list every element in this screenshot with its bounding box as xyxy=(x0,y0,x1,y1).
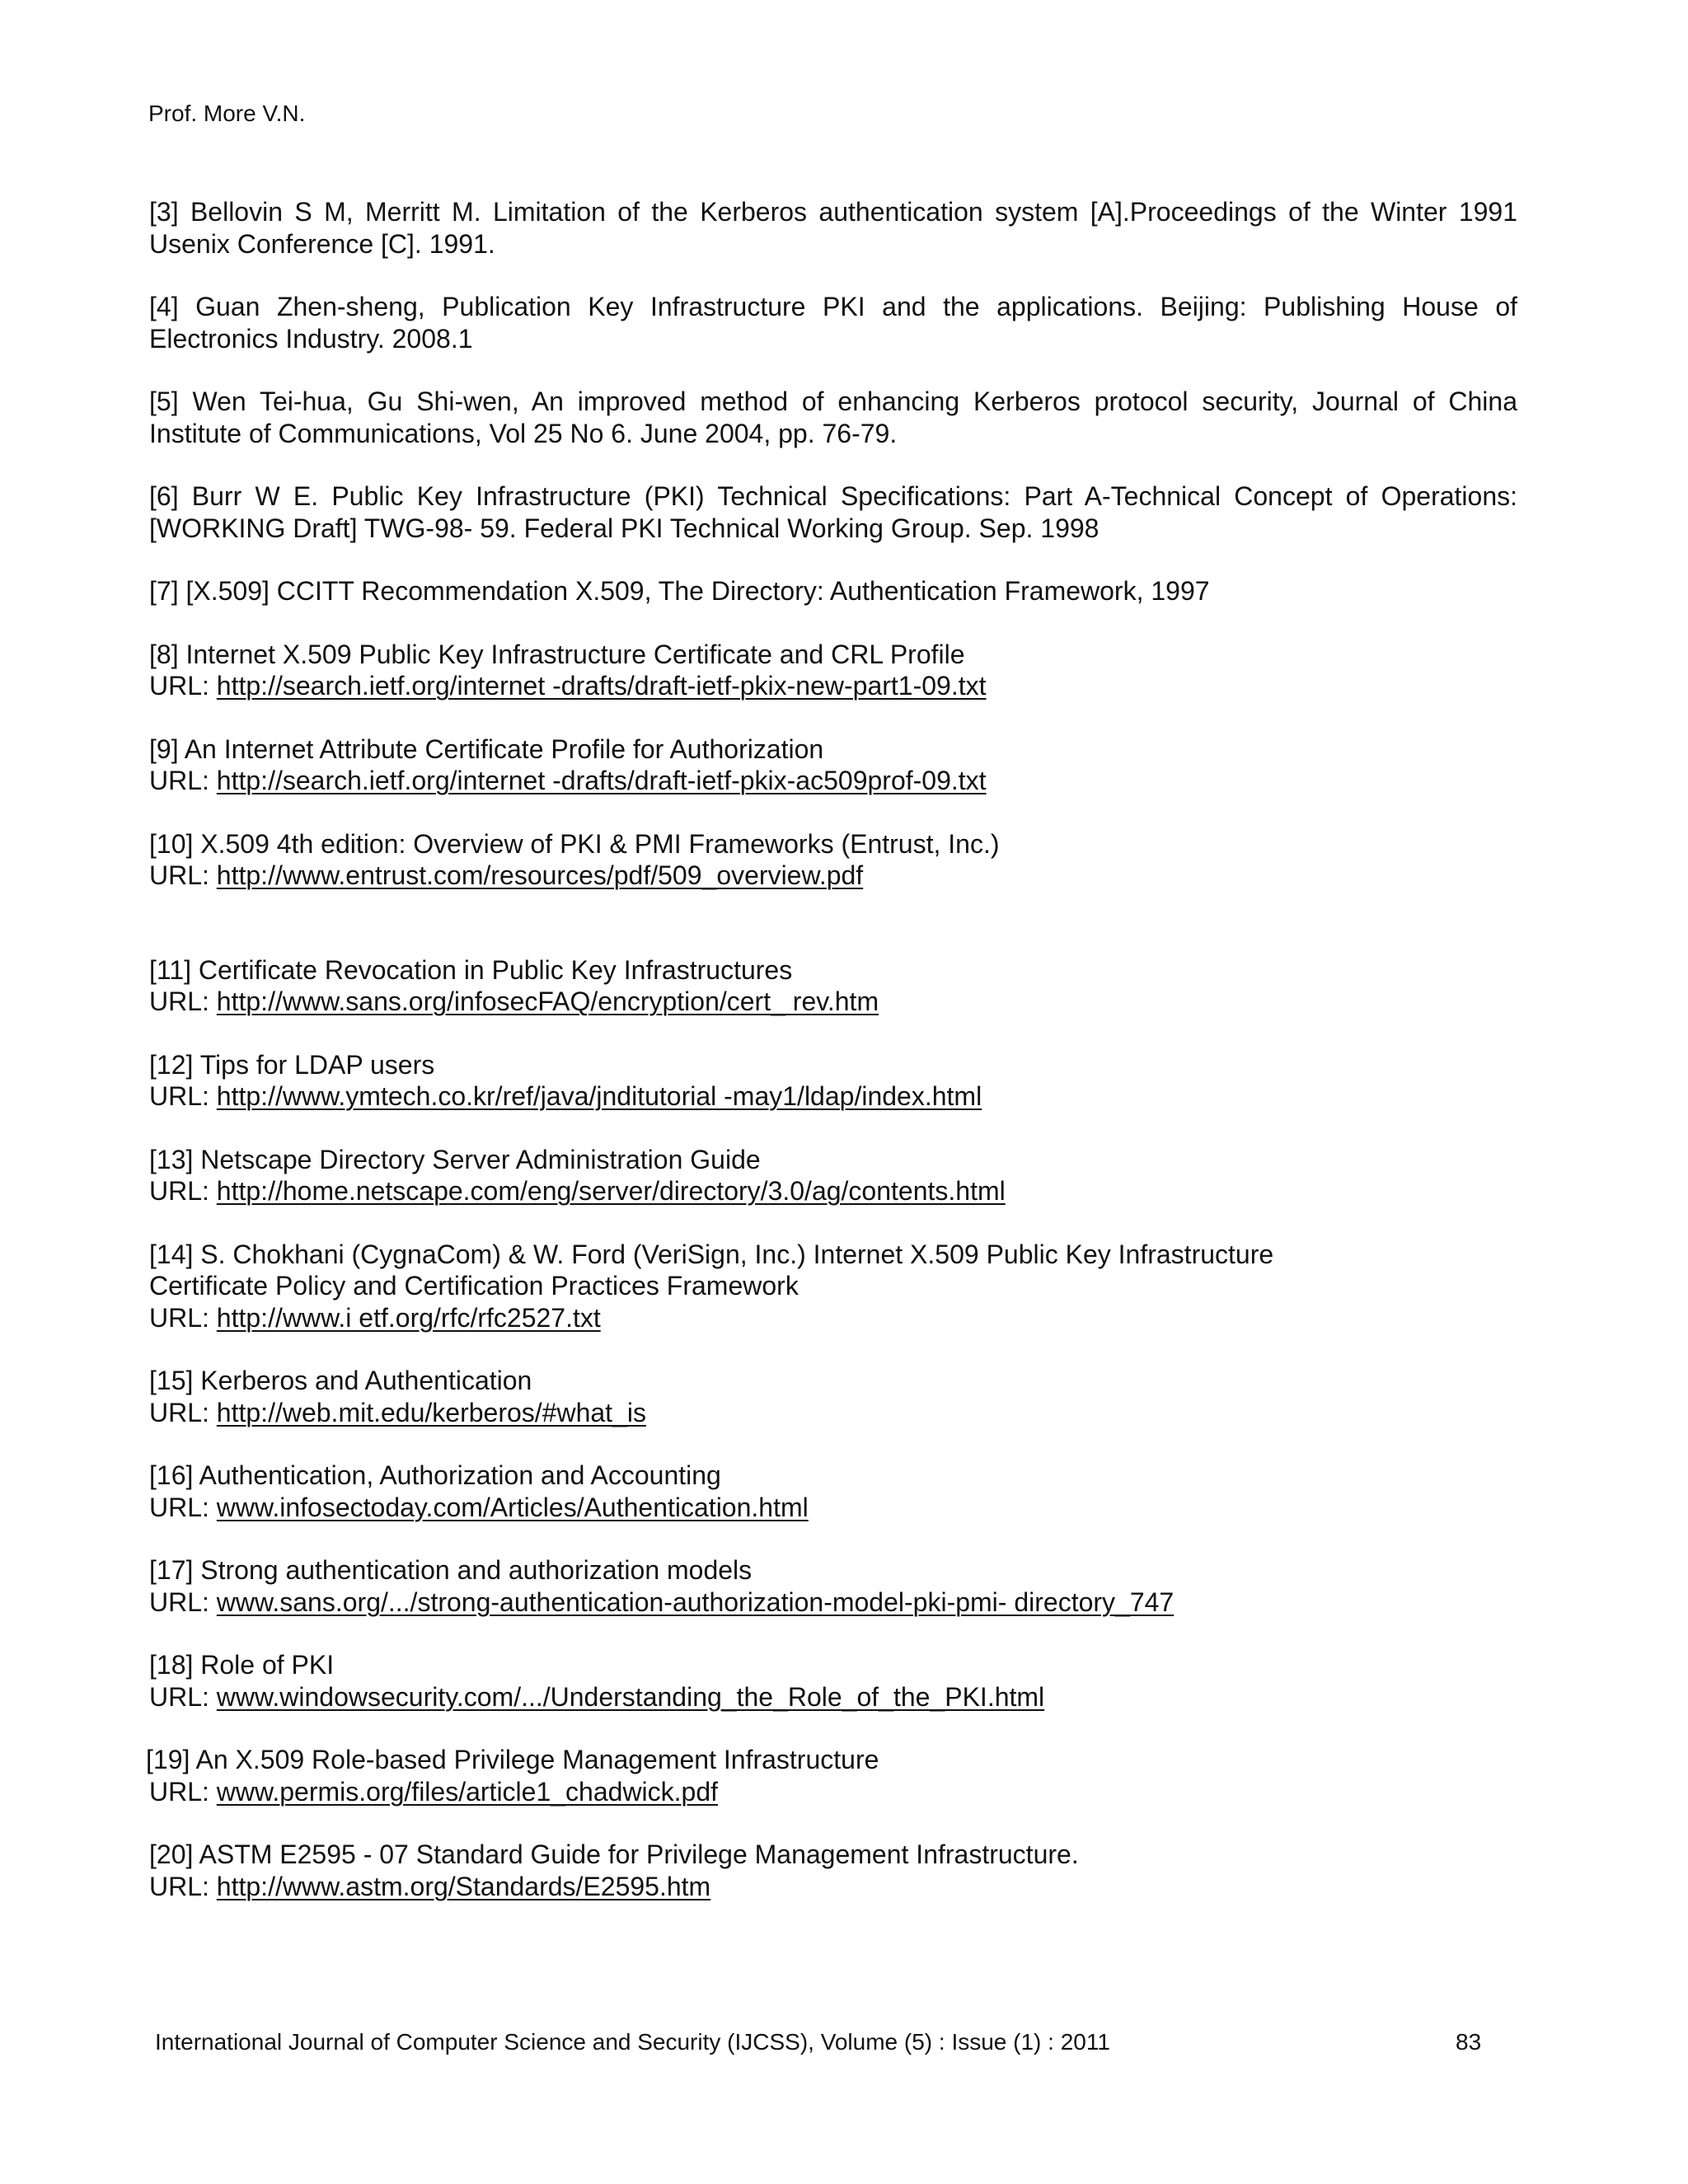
reference-title: [8] Internet X.509 Public Key Infrastructure Certificate and CRL Profile xyxy=(149,639,965,669)
reference-link[interactable]: http://www.ymtech.co.kr/ref/java/jnditutorial -may1/ldap/index.html xyxy=(216,1081,982,1111)
reference-title-continued: Certificate Policy and Certification Practices Framework xyxy=(149,1271,799,1301)
url-prefix: URL: xyxy=(149,1302,217,1333)
running-header-author: Prof. More V.N. xyxy=(148,101,306,126)
reference-url-line xyxy=(149,860,1517,892)
reference-url-line xyxy=(149,1586,1517,1619)
reference-item xyxy=(149,1554,1517,1618)
url-prefix: URL: xyxy=(149,766,217,795)
reference-item xyxy=(149,1239,1517,1334)
reference-title: [10] X.509 4th edition: Overview of PKI & PMI Frameworks (Entrust, Inc.) xyxy=(149,828,1000,859)
reference-item xyxy=(149,828,1517,892)
reference-item xyxy=(149,386,1517,449)
reference-item xyxy=(149,1839,1517,1902)
reference-text: [6] Burr W E. Public Key Infrastructure (PKI) Technical Specifications: Part A-Technical Concept of Operations: [WORKING Draft] TWG-98- 59. Federal PKI Technical Working Group. Sep. 1998 xyxy=(149,481,1517,543)
reference-link[interactable]: http://www.entrust.com/resources/pdf/509_overview.pdf xyxy=(216,860,864,890)
reference-item xyxy=(149,1649,1517,1713)
reference-link[interactable]: www.sans.org/.../strong-authentication-authorization-model-pki-pmi- directory_747 xyxy=(216,1586,1175,1617)
reference-item xyxy=(149,196,1517,260)
reference-title: [19] An X.509 Role-based Privilege Management Infrastructure xyxy=(146,1745,879,1774)
reference-link[interactable]: http://search.ietf.org/internet -drafts/draft-ietf-pkix-new-part1-09.txt xyxy=(216,671,987,701)
footer-journal-citation: International Journal of Computer Science and Security (IJCSS), Volume (5) : Issue (1) : 2011 xyxy=(155,2029,1110,2055)
reference-link[interactable]: www.permis.org/files/article1_chadwick.pdf xyxy=(216,1776,719,1807)
reference-title: [17] Strong authentication and authorization models xyxy=(149,1555,753,1585)
url-prefix: URL: xyxy=(149,1081,217,1111)
reference-url-line xyxy=(149,670,1517,702)
reference-title: [13] Netscape Directory Server Administration Guide xyxy=(149,1144,761,1174)
reference-item xyxy=(149,291,1517,354)
reference-list xyxy=(146,196,1517,1902)
reference-link[interactable]: www.windowsecurity.com/.../Understanding_the_Role_of_the_PKI.html xyxy=(216,1681,1045,1712)
reference-item xyxy=(149,575,1517,607)
reference-text: [4] Guan Zhen-sheng, Publication Key Infrastructure PKI and the applications. Beijing: Publishing House of Electronics Industry. 2008.1 xyxy=(149,292,1517,354)
reference-link[interactable]: http://home.netscape.com/eng/server/directory/3.0/ag/contents.html xyxy=(216,1176,1006,1206)
url-prefix: URL: xyxy=(149,1586,217,1617)
reference-url-line xyxy=(149,1871,1517,1903)
reference-title: [14] S. Chokhani (CygnaCom) & W. Ford (VeriSign, Inc.) Internet X.509 Public Key Infrastructure xyxy=(149,1239,1274,1269)
reference-link[interactable]: http://search.ietf.org/internet -drafts/draft-ietf-pkix-ac509prof-09.txt xyxy=(216,766,987,795)
reference-url-line xyxy=(149,1302,1517,1334)
reference-link[interactable]: http://web.mit.edu/kerberos/#what_is xyxy=(216,1397,646,1427)
reference-url-line xyxy=(149,986,1517,1018)
reference-title: [12] Tips for LDAP users xyxy=(149,1049,435,1080)
reference-item xyxy=(149,1049,1517,1113)
reference-url-line xyxy=(149,1080,1517,1113)
reference-text: [3] Bellovin S M, Merritt M. Limitation of the Kerberos authentication system [A].Proceedings of the Winter 1991 Usenix Conference [C]. 1991. xyxy=(149,197,1517,259)
url-prefix: URL: xyxy=(149,1871,217,1901)
reference-title: [16] Authentication, Authorization and Accounting xyxy=(149,1460,721,1490)
reference-link[interactable]: www.infosectoday.com/Articles/Authentication.html xyxy=(216,1492,809,1522)
reference-item xyxy=(149,733,1517,797)
url-prefix: URL: xyxy=(149,1681,217,1712)
url-prefix: URL: xyxy=(149,860,217,890)
reference-url-line xyxy=(149,1397,1517,1429)
reference-text: [5] Wen Tei-hua, Gu Shi-wen, An improved method of enhancing Kerberos protocol security, Journal of China Institute of Communications, Vol 25 No 6. June 2004, pp. 76-79. xyxy=(149,387,1517,448)
reference-link[interactable]: http://www.astm.org/Standards/E2595.htm xyxy=(216,1871,711,1901)
reference-item xyxy=(149,1144,1517,1207)
reference-url-line xyxy=(149,1681,1517,1713)
reference-title: [9] An Internet Attribute Certificate Profile for Authorization xyxy=(149,733,824,764)
reference-url-line xyxy=(149,1492,1517,1524)
reference-link[interactable]: http://www.i etf.org/rfc/rfc2527.txt xyxy=(216,1302,601,1333)
reference-url-line xyxy=(149,765,1517,797)
url-prefix: URL: xyxy=(149,1776,217,1807)
reference-title: [15] Kerberos and Authentication xyxy=(149,1366,532,1395)
reference-item xyxy=(149,954,1517,1018)
url-prefix: URL: xyxy=(149,1492,217,1522)
reference-text: [7] [X.509] CCITT Recommendation X.509, The Directory: Authentication Framework, 1997 xyxy=(149,576,1210,606)
reference-item xyxy=(149,480,1517,544)
reference-item xyxy=(149,1365,1517,1428)
reference-title: [18] Role of PKI xyxy=(149,1650,335,1680)
reference-title: [20] ASTM E2595 - 07 Standard Guide for Privilege Management Infrastructure. xyxy=(149,1840,1079,1869)
url-prefix: URL: xyxy=(149,671,217,701)
reference-title: [11] Certificate Revocation in Public Key Infrastructures xyxy=(149,954,793,985)
reference-item xyxy=(149,1460,1517,1523)
reference-url-line xyxy=(149,1776,1517,1808)
reference-item xyxy=(146,1744,1517,1807)
url-prefix: URL: xyxy=(149,987,217,1016)
page-number: 83 xyxy=(1456,2029,1482,2055)
reference-link[interactable]: http://www.sans.org/infosecFAQ/encryption/cert_ rev.htm xyxy=(216,987,879,1016)
reference-url-line xyxy=(149,1175,1517,1207)
url-prefix: URL: xyxy=(149,1176,217,1206)
reference-item xyxy=(149,639,1517,702)
url-prefix: URL: xyxy=(149,1397,217,1427)
